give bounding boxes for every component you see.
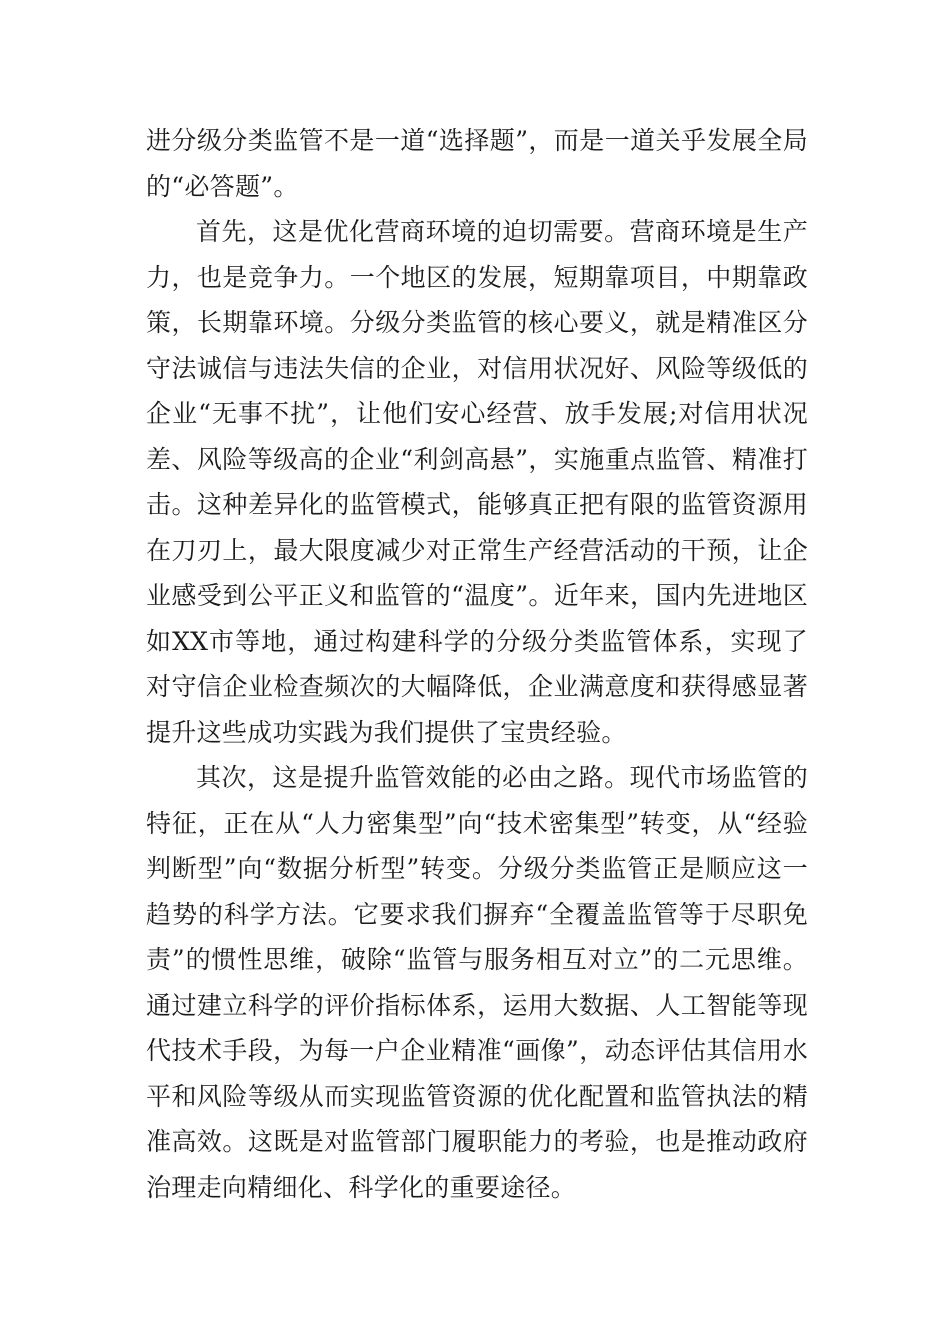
paragraph-regulatory-efficiency: 其次，这是提升监管效能的必由之路。现代市场监管的特征，正在从“人力密集型”向“技术密集型”转变，从“经验判断型”向“数据分析型”转变。分级分类监管正是顺应这一趋势的科学方法。它要求我们摒弃“全覆盖监管等于尽职免责”的惯性思维，破除“监管与服务相互对立”的二元思维。通过建立科学的评价指标体系，运用大数据、人工智能等现代技术手段，为每一户企业精准“画像”，动态评估其信用水平和风险等级从而实现监管资源的优化配置和监管执法的精准高效。这既是对监管部门履职能力的考验，也是推动政府治理走向精细化、科学化的重要途径。 [146,763,808,1202]
paragraph-business-environment: 首先，这是优化营商环境的迫切需要。营商环境是生产力，也是竞争力。一个地区的发展，短期靠项目，中期靠政策，长期靠环境。分级分类监管的核心要义，就是精准区分守法诚信与违法失信的企业，对信用状况好、风险等级低的企业“无事不扰”，让他们安心经营、放手发展;对信用状况差、风险等级高的企业“利剑高悬”，实施重点监管、精准打击。这种差异化的监管模式，能够真正把有限的监管资源用在刀刃上，最大限度减少对正常生产经营活动的干预，让企业感受到公平正义和监管的“温度”。近年来，国内先进地区如XX市等地，通过构建科学的分级分类监管体系，实现了对守信企业检查频次的大幅降低，企业满意度和获得感显著提升这些成功实践为我们提供了宝贵经验。 [146,217,808,747]
document-body [146,118,808,1210]
paragraph-continuation: 进分级分类监管不是一道“选择题”，而是一道关乎发展全局的“必答题”。 [146,126,808,201]
